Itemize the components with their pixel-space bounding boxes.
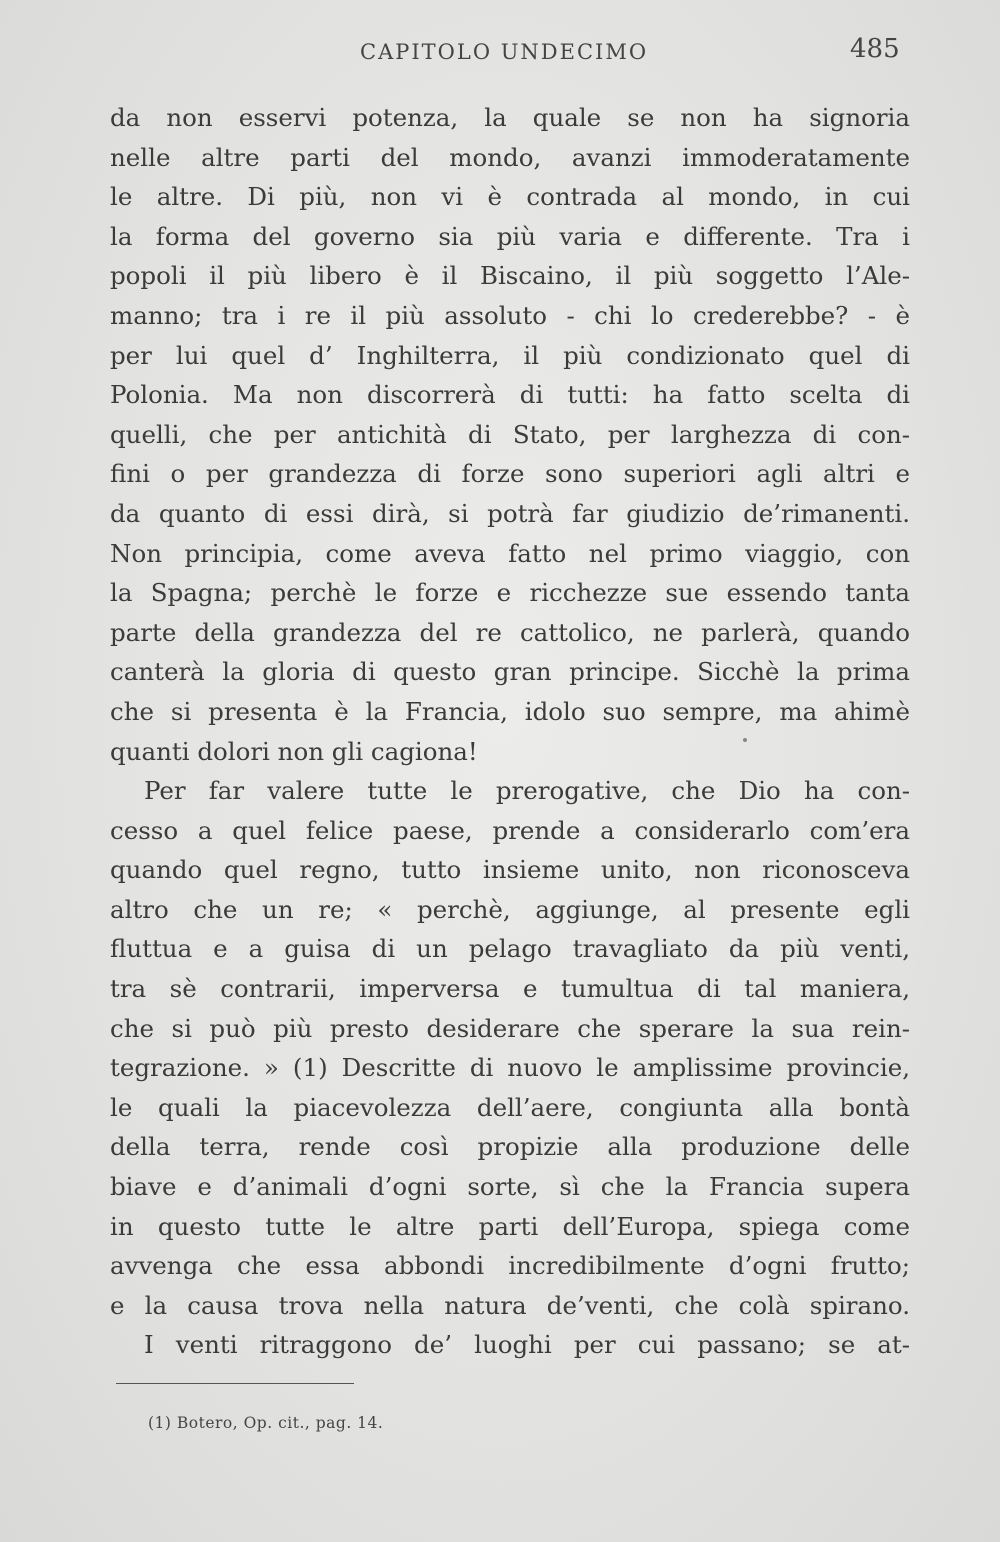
page-number: 485 <box>850 34 900 64</box>
text-line: per lui quel d’ Inghilterra, il più condizionato quel di <box>110 340 910 370</box>
text-line: quanti dolori non gli cagiona! <box>110 736 478 766</box>
text-line: Polonia. Ma non discorrerà di tutti: ha fatto scelta di <box>110 380 910 410</box>
text-line: nelle altre parti del mondo, avanzi immoderatamente <box>110 142 910 172</box>
text-line: parte della grandezza del re cattolico, ne parlerà, quando <box>110 617 910 647</box>
text-line: canterà la gloria di questo gran principe. Sicchè la prima <box>110 657 910 687</box>
text-line: e la causa trova nella natura de’venti, che colà spirano. <box>110 1290 910 1320</box>
text-line: popoli il più libero è il Biscaino, il più soggetto l’Ale- <box>110 261 910 291</box>
text-line: fluttua e a guisa di un pelago travagliato da più venti, <box>110 934 910 964</box>
text-line: cesso a quel felice paese, prende a considerarlo com’era <box>110 815 910 845</box>
text-line: fini o per grandezza di forze sono superiori agli altri e <box>110 459 910 489</box>
print-speck <box>743 738 747 742</box>
text-line: le altre. Di più, non vi è contrada al mondo, in cui <box>110 182 910 212</box>
footnote: (1) Botero, Op. cit., pag. 14. <box>148 1414 384 1432</box>
text-line: tegrazione. » (1) Descritte di nuovo le amplissime provincie, <box>110 1053 910 1083</box>
text-line: da quanto di essi dirà, si potrà far giudizio de’rimanenti. <box>110 498 910 528</box>
text-line: I venti ritraggono de’ luoghi per cui passano; se at- <box>144 1330 910 1360</box>
text-line: della terra, rende così propizie alla produzione delle <box>110 1132 910 1162</box>
text-line: manno; tra i re il più assoluto - chi lo crederebbe? - è <box>110 300 910 330</box>
text-line: altro che un re; « perchè, aggiunge, al presente egli <box>110 894 910 924</box>
text-line: che si presenta è la Francia, idolo suo sempre, ma ahimè <box>110 696 910 726</box>
text-line: che si può più presto desiderare che sperare la sua rein- <box>110 1013 910 1043</box>
text-line: da non esservi potenza, la quale se non ha signoria <box>110 103 910 132</box>
footnote-rule <box>116 1383 354 1384</box>
text-line: Non principia, come aveva fatto nel primo viaggio, con <box>110 538 910 568</box>
text-line: le quali la piacevolezza dell’aere, congiunta alla bontà <box>110 1092 910 1122</box>
text-line: biave e d’animali d’ogni sorte, sì che la Francia supera <box>110 1172 910 1202</box>
text-line: avvenga che essa abbondi incredibilmente d’ogni frutto; <box>110 1251 910 1281</box>
text-line: tra sè contrarii, imperversa e tumultua di tal maniera, <box>110 974 910 1004</box>
running-title: CAPITOLO UNDECIMO <box>360 40 649 64</box>
text-line: Per far valere tutte le prerogative, che Dio ha con- <box>144 776 910 806</box>
text-line: quelli, che per antichità di Stato, per larghezza di con- <box>110 419 910 449</box>
text-line: la Spagna; perchè le forze e ricchezze sue essendo tanta <box>110 578 910 608</box>
body-text <box>110 98 910 1365</box>
text-line: quando quel regno, tutto insieme unito, non riconosceva <box>110 855 910 885</box>
text-line: in questo tutte le altre parti dell’Europa, spiega come <box>110 1211 910 1241</box>
text-line: la forma del governo sia più varia e differente. Tra i <box>110 221 910 251</box>
